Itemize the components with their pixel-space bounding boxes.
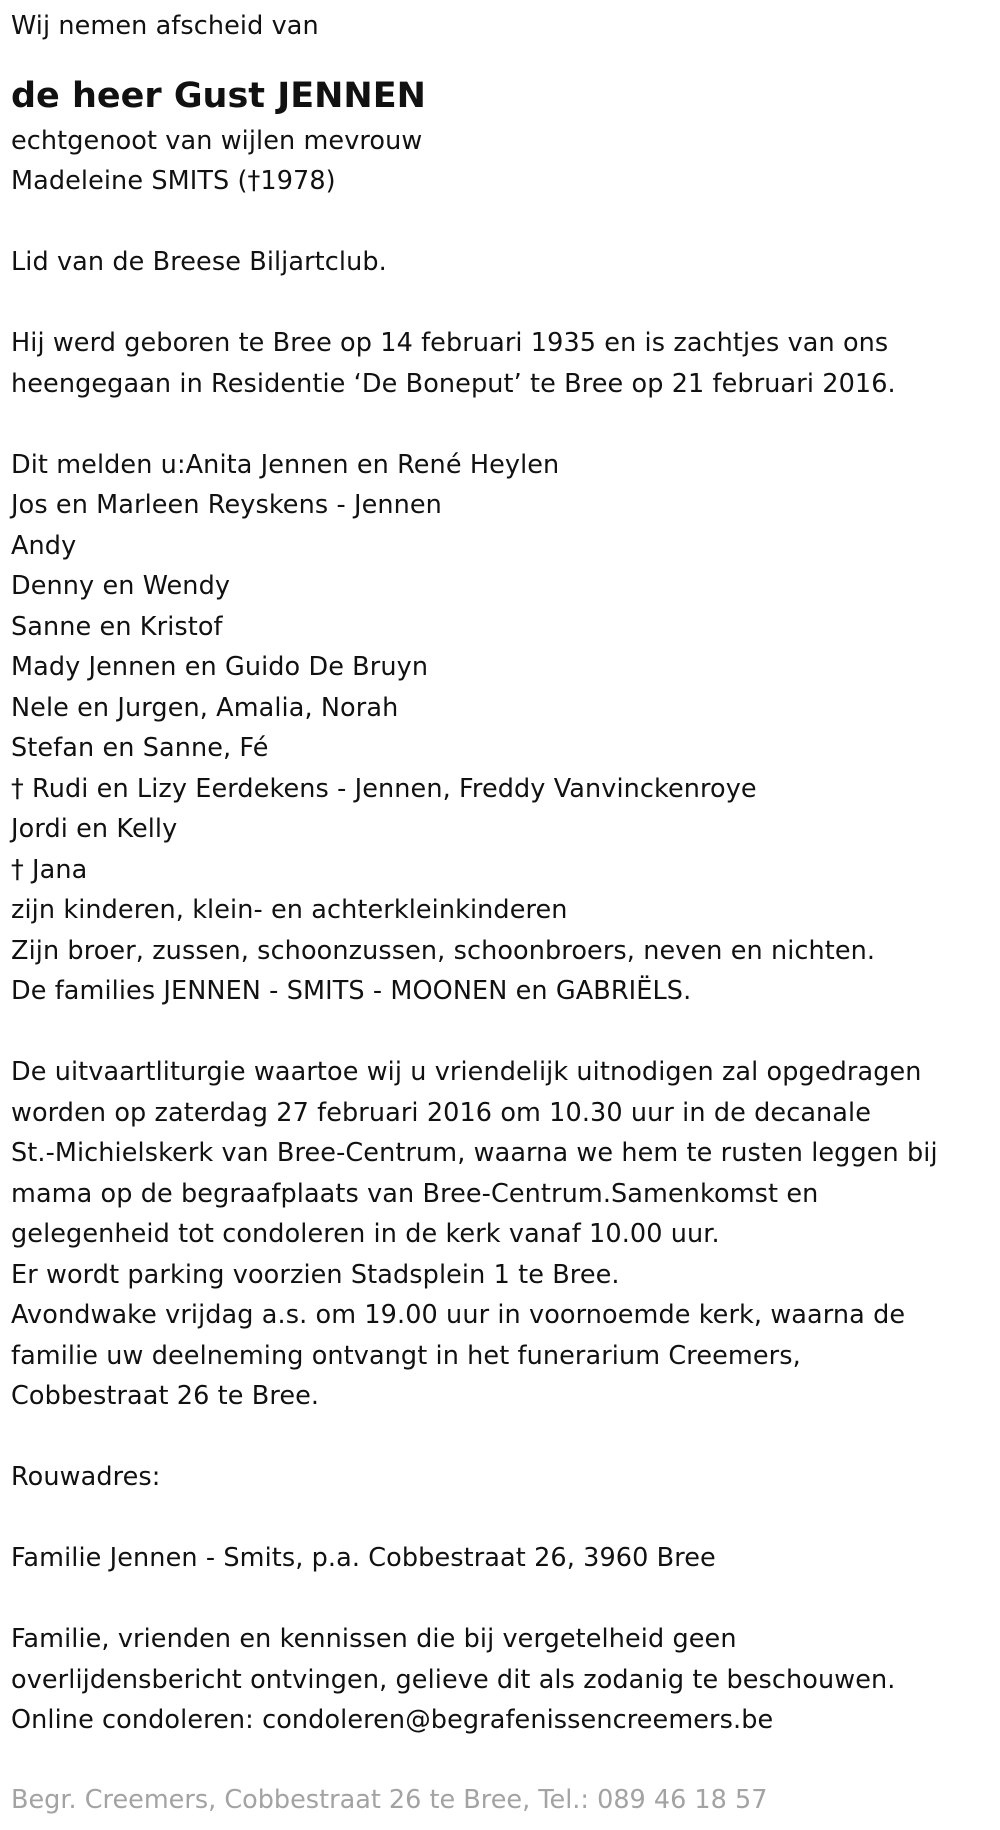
spacer	[11, 283, 996, 324]
family-line: † Jana	[11, 854, 88, 885]
birth-death-line: Hij werd geboren te Bree op 14 februari 1935 en is zachtjes van ons	[11, 328, 889, 358]
funeral-line: Avondwake vrijdag a.s. om 19.00 uur in voornoemde kerk, waarna de	[11, 1300, 906, 1330]
family-line: Sanne en Kristof	[11, 611, 223, 642]
family-line: Mady Jennen en Guido De Bruyn	[11, 652, 429, 682]
intro-text: Wij nemen afscheid van	[11, 11, 319, 41]
family-line: Andy	[11, 530, 77, 561]
family-line: Jos en Marleen Reyskens - Jennen	[11, 490, 442, 520]
closing-text	[11, 1619, 996, 1741]
funeral-line: familie uw deelneming ontvangt in het funerarium Creemers,	[11, 1340, 801, 1371]
mourning-address: Familie Jennen - Smits, p.a. Cobbestraat 26, 3960 Bree	[11, 1543, 716, 1573]
funeral-line: Er wordt parking voorzien Stadsplein 1 te Bree.	[11, 1259, 620, 1290]
family-line: Zijn broer, zussen, schoonzussen, schoonbroers, neven en nichten.	[11, 935, 876, 966]
family-line: zijn kinderen, klein- en achterkleinkinderen	[11, 895, 568, 925]
family-line: Jordi en Kelly	[11, 814, 178, 844]
family-list	[11, 445, 996, 1012]
mourning-address-label: Rouwadres:	[11, 1462, 161, 1492]
membership-text: Lid van de Breese Biljartclub.	[11, 247, 387, 277]
funeral-details	[11, 1052, 996, 1417]
deceased-name: de heer Gust JENNEN	[11, 75, 426, 116]
spouse-line-2: Madeleine SMITS (†1978)	[11, 166, 336, 196]
closing-line: overlijdensbericht ontvingen, gelieve dit als zodanig te beschouwen.	[11, 1664, 896, 1695]
closing-line: Familie, vrienden en kennissen die bij vergetelheid geen	[11, 1624, 737, 1654]
birth-death-line: heengegaan in Residentie ‘De Boneput’ te Bree op 21 februari 2016.	[11, 368, 896, 399]
funeral-line: Cobbestraat 26 te Bree.	[11, 1381, 320, 1411]
family-line: De families JENNEN - SMITS - MOONEN en GABRIËLS.	[11, 976, 692, 1006]
family-line: Dit melden u:Anita Jennen en René Heylen	[11, 449, 560, 480]
spacer	[11, 202, 996, 243]
family-line: Stefan en Sanne, Fé	[11, 733, 269, 763]
spouse-line-1: echtgenoot van wijlen mevrouw	[11, 125, 423, 156]
funeral-home-footer: Begr. Creemers, Cobbestraat 26 te Bree, Tel.: 089 46 18 57	[11, 1785, 768, 1815]
spacer	[11, 1012, 996, 1053]
spacer	[11, 404, 996, 445]
family-line: Nele en Jurgen, Amalia, Norah	[11, 692, 399, 723]
closing-line: Online condoleren: condoleren@begrafenissencreemers.be	[11, 1705, 774, 1735]
spacer	[11, 1417, 996, 1458]
family-line: Denny en Wendy	[11, 571, 231, 601]
funeral-line: St.-Michielskerk van Bree-Centrum, waarna we hem te rusten leggen bij	[11, 1138, 938, 1168]
obituary-notice	[11, 6, 996, 1741]
funeral-line: gelegenheid tot condoleren in de kerk vanaf 10.00 uur.	[11, 1219, 720, 1249]
funeral-line: worden op zaterdag 27 februari 2016 om 10.30 uur in de decanale	[11, 1097, 872, 1128]
family-line: † Rudi en Lizy Eerdekens - Jennen, Freddy Vanvinckenroye	[11, 773, 757, 804]
funeral-line: mama op de begraafplaats van Bree-Centrum.Samenkomst en	[11, 1178, 819, 1209]
spacer	[11, 1498, 996, 1539]
funeral-line: De uitvaartliturgie waartoe wij u vriendelijk uitnodigen zal opgedragen	[11, 1057, 922, 1087]
spacer	[11, 1579, 996, 1620]
